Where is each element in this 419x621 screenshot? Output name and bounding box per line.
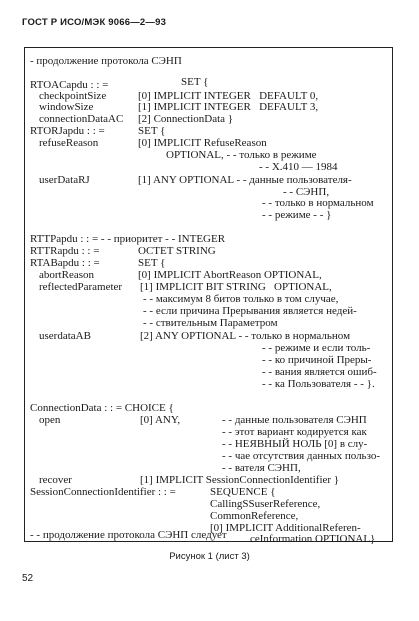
page-number: 52 <box>22 573 34 584</box>
text-line: [2] ConnectionData } <box>138 113 234 125</box>
text-line: CallingSSuserReference, <box>210 498 321 510</box>
text-line: [1] IMPLICIT SessionConnectionIdentifier } <box>140 474 340 486</box>
text-line: recover <box>39 474 72 486</box>
text-line: - - если причина Прерывания является недей- <box>143 305 357 317</box>
text-line: ceInformation OPTIONAL} <box>250 533 376 545</box>
text-line: windowSize <box>39 101 94 113</box>
text-line: SessionConnectionIdentifier : : = <box>30 486 176 498</box>
text-line: RTORJapdu : : = <box>30 125 105 137</box>
text-line: - - вателя СЭНП, <box>222 462 301 474</box>
text-line: - - режиме и если толь- <box>262 342 371 354</box>
text-line: OPTIONAL, - - только в режиме <box>166 149 317 161</box>
text-line: refuseReason <box>39 137 99 149</box>
text-line: ConnectionData : : = CHOICE { <box>30 402 174 414</box>
text-line: - - ствительным Параметром <box>143 317 278 329</box>
text-line: SET { <box>138 125 166 137</box>
text-line: SET { <box>138 257 166 269</box>
text-line: open <box>39 414 61 426</box>
text-line: - - чае отсутствия данных пользо- <box>222 450 381 462</box>
text-line: RTTPapdu : : = - - приоритет - - INTEGER <box>30 233 226 245</box>
text-line: [0] IMPLICIT AbortReason OPTIONAL, <box>138 269 322 281</box>
text-line: - - ка Пользователя - - }. <box>262 378 375 390</box>
text-line: CommonReference, <box>210 510 299 522</box>
page-header: ГОСТ Р ИСО/МЭК 9066—2—93 <box>22 17 167 28</box>
text-line: [1] IMPLICIT BIT STRING OPTIONAL, <box>140 281 332 293</box>
text-line: [1] ANY OPTIONAL - - данные пользователя- <box>138 174 352 186</box>
text-line: - - вания является ошиб- <box>262 366 377 378</box>
text-line: connectionDataAC <box>39 113 124 125</box>
text-line: - - СЭНП, <box>283 186 330 198</box>
text-line: - - максимум 8 битов только в том случае, <box>143 293 339 305</box>
text-line: - продолжение протокола СЭНП <box>30 55 182 67</box>
text-line: abortReason <box>39 269 94 281</box>
text-line: - - этот вариант кодируется как <box>222 426 367 438</box>
text-line: [0] IMPLICIT INTEGER DEFAULT 0, <box>138 90 319 102</box>
text-line: - - режиме - - } <box>262 209 332 221</box>
text-line: - - продолжение протокола СЭНП следует <box>30 529 227 541</box>
text-line: RTTRapdu : : = <box>30 245 100 257</box>
text-line: checkpointSize <box>39 90 107 102</box>
text-line: RTABapdu : : = <box>30 257 100 269</box>
text-line: RTOACapdu : : = <box>30 79 109 91</box>
text-line: reflectedParameter <box>39 281 123 293</box>
text-line: [1] IMPLICIT INTEGER DEFAULT 3, <box>138 101 319 113</box>
text-line: [0] IMPLICIT AdditionalReferen- <box>210 522 361 534</box>
text-line: - - только в нормальном <box>262 197 374 209</box>
text-line: [2] ANY OPTIONAL - - только в нормальном <box>140 330 351 342</box>
text-line: - - НЕЯВНЫЙ НОЛЬ [0] в слу- <box>222 438 368 450</box>
text-line: SEQUENCE { <box>210 486 276 498</box>
text-line: OCTET STRING <box>138 245 216 257</box>
text-line: userdataAB <box>39 330 91 342</box>
text-line: [0] ANY, <box>140 414 181 426</box>
text-line: SET { <box>181 76 209 88</box>
text-line: - - ко причиной Преры- <box>262 354 372 366</box>
text-line: - - данные пользователя СЭНП <box>222 414 367 426</box>
figure-caption: Рисунок 1 (лист 3) <box>169 551 250 562</box>
text-line: [0] IMPLICIT RefuseReason <box>138 137 267 149</box>
text-line: userDataRJ <box>39 174 90 186</box>
text-line: - - Х.410 — 1984 <box>259 161 338 173</box>
